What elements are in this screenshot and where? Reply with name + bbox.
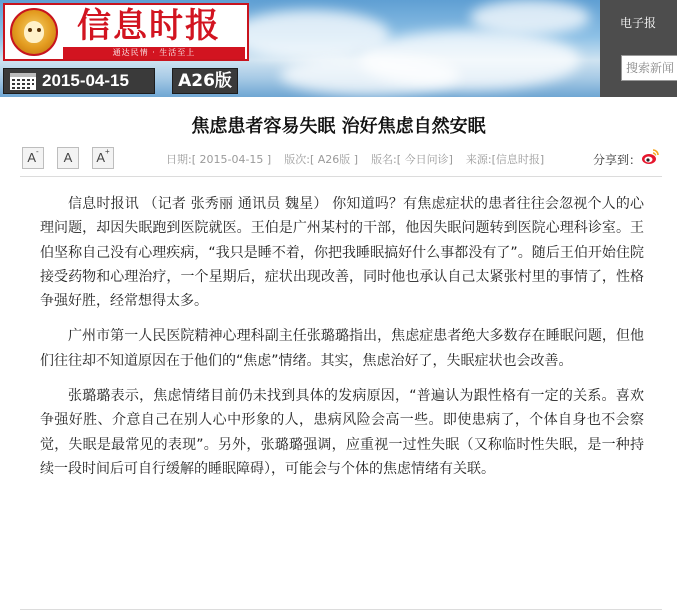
article-body — [40, 192, 644, 492]
font-increase-button[interactable]: A+ — [92, 147, 114, 169]
masthead-banner — [0, 0, 677, 97]
article-meta — [166, 151, 544, 167]
search-input[interactable]: 搜索新闻 — [621, 55, 677, 81]
font-reset-button[interactable]: A — [57, 147, 79, 169]
article-paragraph: 张璐璐表示，焦虑情绪目前仍未找到具体的发病原因，“普遍认为跟性格有一定的关系。喜欢争强好胜、介意自己在别人心中形象的人，患病风险会高一些。即使患病了，个体自身也不会察觉，失眠是最常见的表现”。另外，张璐璐强调，应重视一过性失眠（又称临时性失眠，是一种持续一段时间后可自行缓解的睡眠障碍），可能会与个体的焦虑情绪有关联。 — [40, 388, 644, 477]
meta-date-label: 日期: — [166, 153, 192, 166]
article-paragraph: 广州市第一人民医院精神心理科副主任张璐璐指出，焦虑症患者绝大多数存在睡眠问题，但他们往往却不知道原因在于他们的“焦虑”情绪。其实，焦虑治好了，失眠症状也会改善。 — [40, 328, 644, 369]
edition-tab[interactable]: A26版 — [172, 68, 238, 94]
meta-source-label: 来源: — [465, 153, 492, 166]
font-decrease-button[interactable]: A- — [22, 147, 44, 169]
meta-source-value: [信息时报] — [491, 153, 545, 166]
article-bottom-divider — [20, 609, 662, 610]
article-paragraph: 信息时报讯 （记者 张秀丽 通讯员 魏星） 你知道吗？有焦虑症状的患者往往会忽视个人的心理问题，却因失眠跑到医院就医。王伯是广州某村的干部，他因失眠问题转到医院心理科诊室。王伯坚称自己没有心理疾病，“我只是睡不着，你把我睡眠搞好什么事都没有了”。随后王伯开始住院接受药物和心理治疗，一个星期后，症状出现改善，同时他也承认自己太紧张村里的事情了，性格争强好胜，经常想得太多。 — [40, 196, 644, 310]
cloud-decoration — [470, 0, 590, 35]
logo-title: 信息时报 — [77, 6, 221, 46]
issue-date: 2015-04-15 — [42, 71, 129, 90]
newspaper-logo[interactable] — [3, 3, 249, 61]
meta-page-value: [ A26版 ] — [309, 153, 359, 166]
meta-date-value: [ 2015-04-15 ] — [191, 153, 272, 166]
meta-section-value: [ 今日问诊] — [396, 153, 453, 166]
logo-slogan: 通达民情 · 生活至上 — [112, 48, 196, 57]
meta-section-label: 版名: — [371, 153, 397, 166]
share-label: 分享到： — [593, 153, 642, 167]
issue-date-tab[interactable] — [3, 68, 155, 94]
cloud-decoration — [280, 55, 460, 95]
meta-divider — [20, 176, 662, 177]
calendar-icon — [10, 73, 36, 90]
meta-page-label: 版次: — [284, 153, 310, 166]
article-title: 焦虑患者容易失眠 治好焦虑自然安眠 — [191, 116, 486, 137]
epaper-link[interactable]: 电子报 — [620, 16, 657, 30]
weibo-icon[interactable] — [641, 148, 659, 166]
lion-logo-icon — [10, 8, 58, 56]
